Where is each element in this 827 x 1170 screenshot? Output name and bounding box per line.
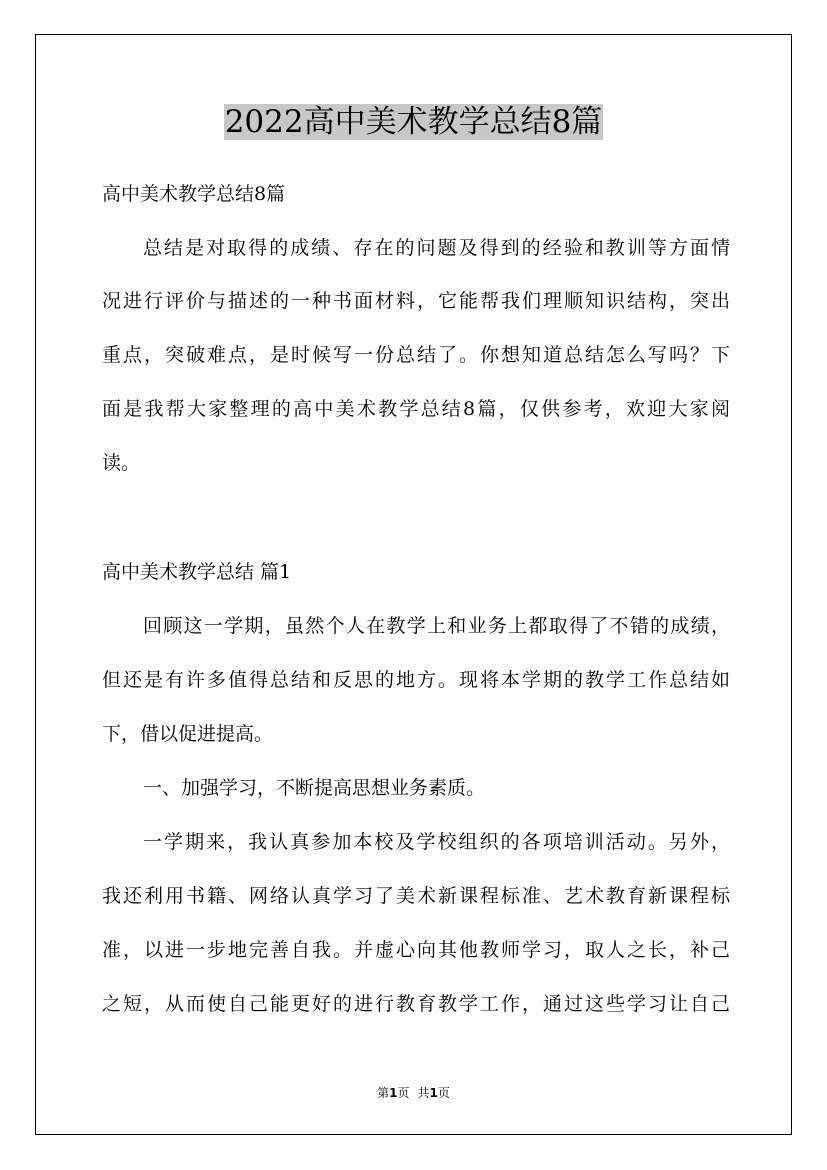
- intro-line-1: 总结是对取得的成绩、存在的问题及得到的经验和教训等方面情: [143, 237, 730, 259]
- section-para-line-3: 下，借以促进提高。: [102, 723, 274, 745]
- intro-line-3: 重点，突破难点，是时候写一份总结了。你想知道总结怎么写吗？下: [102, 344, 730, 366]
- total-suffix: 页: [437, 1086, 450, 1100]
- page-footer: [0, 1085, 827, 1101]
- section-para-line-1: 回顾这一学期，虽然个人在教学上和业务上都取得了不错的成绩，: [143, 615, 730, 637]
- intro-line-5: 读。: [102, 452, 141, 474]
- title-highlight: 2022高中美术教学总结8篇: [224, 104, 603, 140]
- point1-heading: 一、加强学习，不断提高思想业务素质。: [143, 777, 486, 799]
- section-heading: 高中美术教学总结 篇1: [102, 561, 292, 583]
- page-total: 1: [429, 1086, 438, 1100]
- document-subtitle: 高中美术教学总结8篇: [102, 183, 286, 205]
- page-suffix: 页: [397, 1086, 410, 1100]
- point1-para-line-4: 之短，从而使自己能更好的进行教育教学工作，通过这些学习让自己: [102, 993, 730, 1015]
- page-current: 1: [389, 1086, 398, 1100]
- intro-line-2: 况进行评价与描述的一种书面材料，它能帮我们理顺知识结构，突出: [102, 290, 730, 312]
- intro-line-4: 面是我帮大家整理的高中美术教学总结8篇，仅供参考，欢迎大家阅: [102, 398, 730, 420]
- point1-para-line-3: 准，以进一步地完善自我。并虚心向其他教师学习，取人之长，补己: [102, 939, 730, 961]
- total-prefix: 共: [417, 1086, 430, 1100]
- page-prefix: 第: [377, 1086, 390, 1100]
- point1-para-line-1: 一学期来，我认真参加本校及学校组织的各项培训活动。另外，: [143, 831, 730, 853]
- section-para-line-2: 但还是有许多值得总结和反思的地方。现将本学期的教学工作总结如: [102, 669, 730, 691]
- document-title: [0, 100, 827, 144]
- point1-para-line-2: 我还利用书籍、网络认真学习了美术新课程标准、艺术教育新课程标: [102, 885, 730, 907]
